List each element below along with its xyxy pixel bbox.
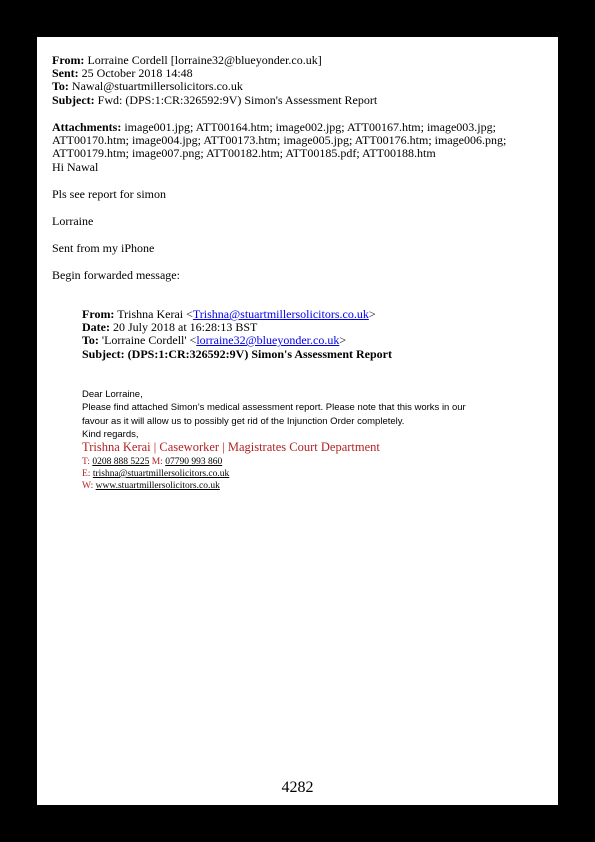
fwd-from-close: > (368, 307, 376, 321)
sent-value: 25 October 2018 14:48 (81, 66, 193, 80)
signature-phone (82, 457, 222, 469)
signature-website (82, 481, 220, 493)
header-subject (52, 94, 377, 108)
mobile-value: 07790 993 860 (165, 457, 223, 467)
phone-label: T: (82, 457, 90, 467)
message-dear: Dear Lorraine, (82, 389, 143, 400)
document-page (37, 37, 558, 805)
attachments-list-2: ATT00170.htm; image004.jpg; ATT00173.htm; image005.jpg; ATT00176.htm; image006.png; (52, 133, 507, 147)
message-para-2: favour as it will allow us to possibly get rid of the Injunction Order completely. (82, 416, 405, 427)
sender-signature: Lorraine (52, 214, 94, 228)
fwd-to-name: 'Lorraine Cordell' < (101, 333, 197, 347)
signature-name: Trishna Kerai | Caseworker | Magistrates Court Department (82, 440, 380, 454)
phone-value: 0208 888 5225 (92, 457, 150, 467)
signature-email (82, 469, 229, 481)
website-label: W: (82, 481, 94, 491)
fwd-to-close: > (339, 333, 347, 347)
attachments-list-1: image001.jpg; ATT00164.htm; image002.jpg; ATT00167.htm; image003.jpg; (124, 120, 496, 134)
email-link[interactable]: trishna@stuartmillersolicitors.co.uk (92, 469, 230, 479)
message-closing: Kind regards, (82, 429, 139, 440)
fwd-subject (82, 348, 392, 362)
from-label: From: (52, 53, 85, 67)
message-para-1: Please find attached Simon’s medical assessment report. Please note that this works in our (82, 402, 466, 413)
website-link[interactable]: www.stuartmillersolicitors.co.uk (95, 481, 220, 491)
fwd-from-name: Trishna Kerai < (117, 307, 193, 321)
fwd-from-label: From: (82, 307, 115, 321)
header-to (52, 80, 243, 94)
attachments-list-3: ATT00179.htm; image007.png; ATT00182.htm; ATT00185.pdf; ATT00188.htm (52, 146, 436, 160)
forward-intro: Begin forwarded message: (52, 268, 180, 282)
body-line: Pls see report for simon (52, 187, 166, 201)
fwd-to-email-link[interactable]: lorraine32@blueyonder.co.uk (196, 333, 340, 347)
fwd-date-value: 20 July 2018 at 16:28:13 BST (112, 320, 258, 334)
attachments-label: Attachments: (52, 120, 122, 134)
page-number: 4282 (281, 779, 314, 796)
to-value: Nawal@stuartmillersolicitors.co.uk (71, 79, 243, 93)
subject-label: Subject: (52, 93, 95, 107)
fwd-subject-value: (DPS:1:CR:326592:9V) Simon's Assessment Report (127, 347, 392, 361)
from-value: Lorraine Cordell [lorraine32@blueyonder.co.uk] (87, 53, 322, 67)
sent-from-line: Sent from my iPhone (52, 241, 155, 255)
sent-label: Sent: (52, 66, 79, 80)
mobile-label: M: (151, 457, 163, 467)
fwd-to-label: To: (82, 333, 99, 347)
subject-value: Fwd: (DPS:1:CR:326592:9V) Simon's Assessment Report (97, 93, 378, 107)
greeting: Hi Nawal (52, 160, 99, 174)
fwd-subject-label: Subject: (82, 347, 125, 361)
fwd-date-label: Date: (82, 320, 110, 334)
email-label: E: (82, 469, 91, 479)
fwd-to (82, 334, 346, 348)
to-label: To: (52, 79, 69, 93)
fwd-from-email-link[interactable]: Trishna@stuartmillersolicitors.co.uk (192, 307, 369, 321)
